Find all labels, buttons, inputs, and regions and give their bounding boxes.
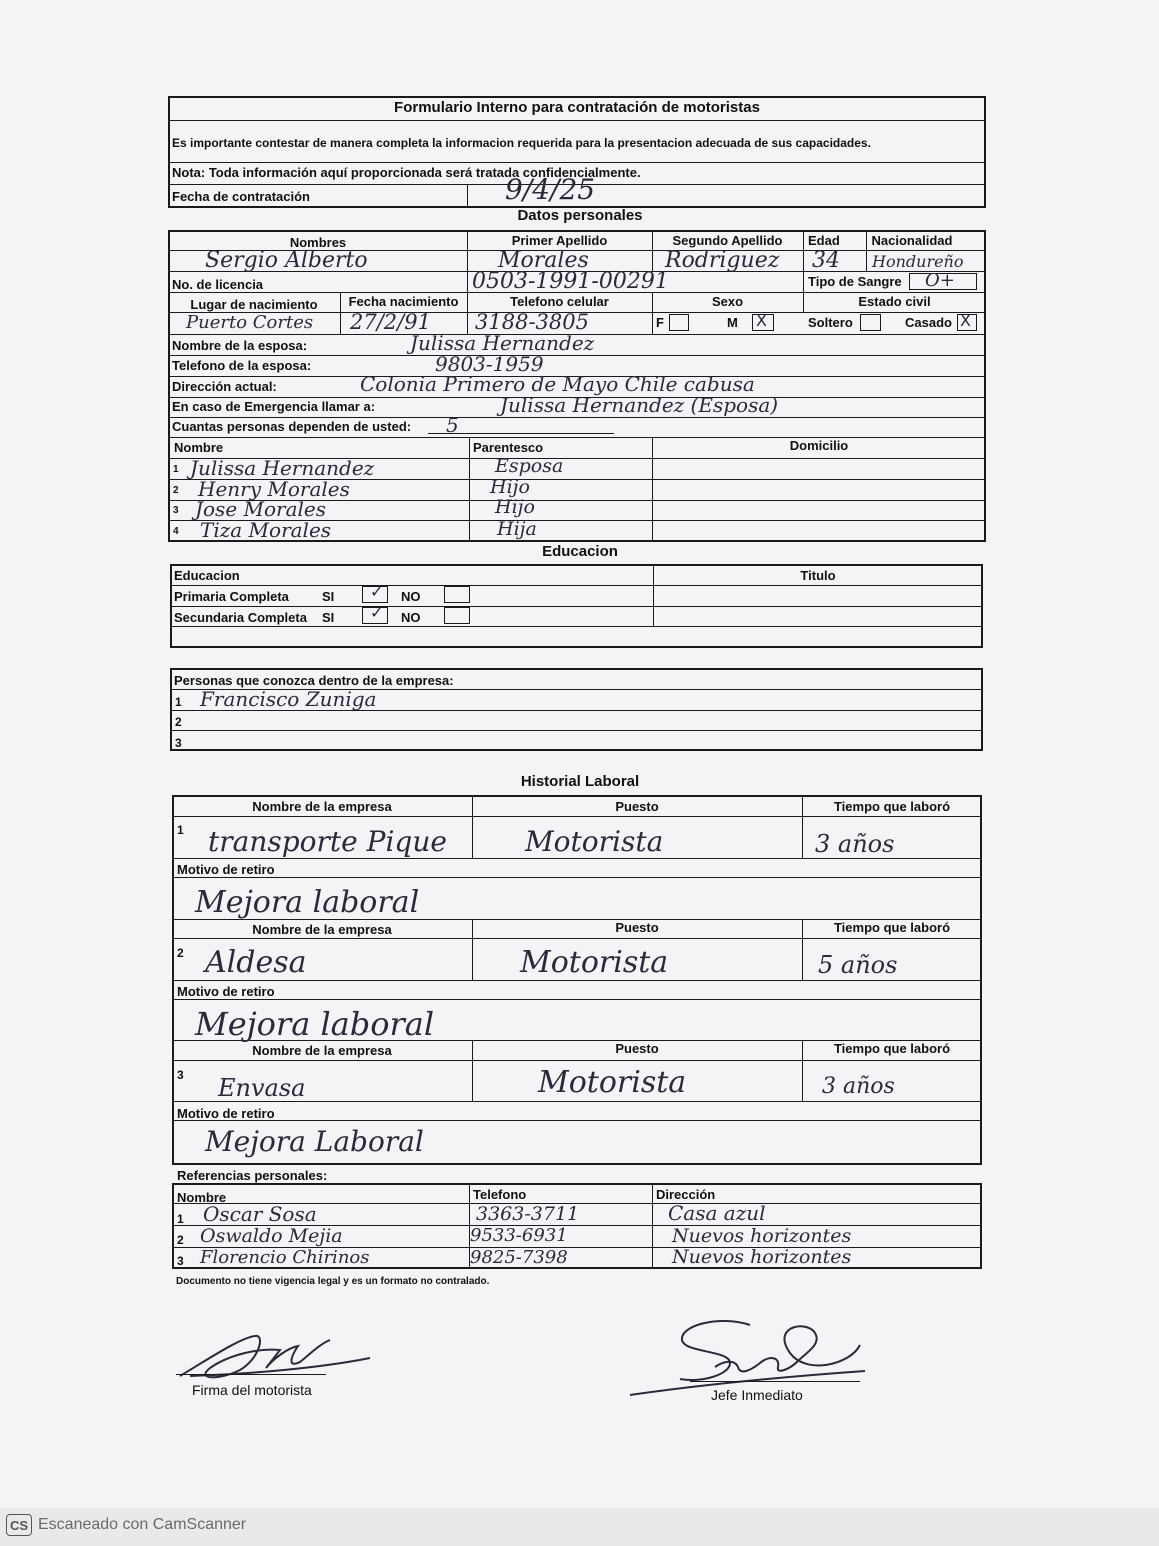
label-nombres: Nombres xyxy=(289,235,347,250)
job-puesto: Motorista xyxy=(538,1065,687,1100)
label-primaria-si: SI xyxy=(322,589,335,604)
sexo-m-mark: X xyxy=(756,311,767,330)
dependents-header-nombre: Nombre xyxy=(174,440,224,455)
value-primer-apellido: Morales xyxy=(498,248,589,273)
dependent-row-num: 4 xyxy=(173,526,179,537)
label-secundaria-no: NO xyxy=(401,610,421,625)
label-sexo-m: M xyxy=(727,315,738,330)
work-col-empresa: Nombre de la empresa xyxy=(252,799,392,814)
value-lugar-nacimiento: Puerto Cortes xyxy=(186,312,314,333)
value-tipo-sangre: O+ xyxy=(925,270,955,291)
work-col-puesto: Puesto xyxy=(615,1041,659,1056)
label-sexo-f: F xyxy=(656,315,664,330)
label-primer-apellido: Primer Apellido xyxy=(511,233,608,248)
disclaimer: Documento no tiene vigencia legal y es un formato no contralado. xyxy=(176,1276,490,1287)
job-motivo: Mejora Laboral xyxy=(205,1125,424,1158)
reference-row-num: 3 xyxy=(177,1254,184,1268)
references-col-nombre: Nombre xyxy=(177,1190,227,1205)
confidential-note: Nota: Toda información aquí proporcionada será tratada confidencialmente. xyxy=(172,165,641,180)
dependents-header-domicilio: Domicilio xyxy=(789,438,849,453)
work-col-empresa: Nombre de la empresa xyxy=(252,1043,392,1058)
label-segundo-apellido: Segundo Apellido xyxy=(672,233,783,248)
education-section-title: Educacion xyxy=(542,543,618,560)
job-tiempo: 3 años xyxy=(822,1074,895,1099)
driver-signature-label: Firma del motorista xyxy=(192,1382,312,1398)
value-emergencia: Julissa Hernandez (Esposa) xyxy=(500,393,779,417)
boss-signature-label: Jefe Inmediato xyxy=(711,1387,803,1403)
label-nacionalidad: Nacionalidad xyxy=(871,233,953,248)
checkbox-secundaria-no[interactable] xyxy=(444,607,470,624)
work-col-puesto: Puesto xyxy=(615,920,659,935)
job-puesto: Motorista xyxy=(525,825,664,858)
value-dependientes: 5 xyxy=(446,413,459,437)
dependent-relation: Hijo xyxy=(495,496,535,518)
references-col-direccion: Dirección xyxy=(656,1187,716,1202)
reference-telefono: 9825-7398 xyxy=(470,1247,568,1268)
acquaintance-row-num: 3 xyxy=(175,736,182,750)
reference-row-num: 2 xyxy=(177,1233,184,1247)
label-sexo: Sexo xyxy=(711,294,744,309)
value-nombres: Sergio Alberto xyxy=(205,248,368,273)
value-licencia: 0503-1991-00291 xyxy=(472,269,669,294)
job-motivo-label: Motivo de retiro xyxy=(177,1106,275,1121)
value-direccion: Colonia Primero de Mayo Chile cabusa xyxy=(360,372,755,396)
job-num: 1 xyxy=(177,823,184,837)
value-telefono-esposa: 9803-1959 xyxy=(435,352,544,376)
label-emergencia: En caso de Emergencia llamar a: xyxy=(172,399,376,414)
job-motivo: Mejora laboral xyxy=(195,885,420,920)
checkbox-soltero[interactable] xyxy=(860,314,881,331)
label-telefono-esposa: Telefono de la esposa: xyxy=(172,358,312,373)
job-motivo-label: Motivo de retiro xyxy=(177,862,275,877)
dependent-name: Henry Morales xyxy=(198,477,350,501)
reference-direccion: Nuevos horizontes xyxy=(672,1225,852,1247)
label-secundaria: Secundaria Completa xyxy=(174,610,307,625)
hire-date-value: 9/4/25 xyxy=(505,173,596,206)
acquaintance-row-num: 1 xyxy=(175,695,182,709)
label-dependientes: Cuantas personas dependen de usted: xyxy=(172,419,412,434)
acquaintance-row-num: 2 xyxy=(175,715,182,729)
dependent-row-num: 2 xyxy=(173,485,179,496)
form-intro: Es importante contestar de manera completa la informacion requerida para la presentacion adecuada de sus capacidades. xyxy=(172,136,871,150)
work-col-puesto: Puesto xyxy=(615,799,659,814)
dependent-name: Jose Morales xyxy=(195,497,327,521)
label-tipo-sangre: Tipo de Sangre xyxy=(808,274,902,289)
dependent-row-num: 1 xyxy=(173,464,179,475)
label-estado-civil: Estado civil xyxy=(858,294,931,309)
job-empresa: Envasa xyxy=(218,1074,306,1102)
job-motivo: Mejora laboral xyxy=(195,1005,435,1043)
reference-telefono: 3363-3711 xyxy=(476,1203,580,1225)
reference-nombre: Oscar Sosa xyxy=(203,1202,317,1226)
dependent-row-num: 3 xyxy=(173,505,179,516)
reference-direccion: Nuevos horizontes xyxy=(672,1246,852,1268)
job-empresa: Aldesa xyxy=(205,945,307,980)
acquaintance-name: Francisco Zuniga xyxy=(200,687,377,711)
form-title: Formulario Interno para contratación de motoristas xyxy=(394,99,760,116)
dependents-header-parentesco: Parentesco xyxy=(473,440,544,455)
label-secundaria-si: SI xyxy=(322,610,335,625)
label-lugar-nacimiento: Lugar de nacimiento xyxy=(190,297,318,312)
dependent-relation: Hijo xyxy=(490,476,530,498)
dependent-relation: Hija xyxy=(497,518,537,540)
value-segundo-apellido: Rodriguez xyxy=(665,248,780,273)
education-col-educacion: Educacion xyxy=(174,568,240,583)
value-edad: 34 xyxy=(812,248,840,273)
job-empresa: transporte Pique xyxy=(208,825,447,858)
label-telefono-celular: Telefono celular xyxy=(510,294,609,309)
checkbox-sexo-f[interactable] xyxy=(669,314,689,331)
label-nombre-esposa: Nombre de la esposa: xyxy=(172,338,308,353)
label-direccion: Dirección actual: xyxy=(172,379,277,394)
work-section-title: Historial Laboral xyxy=(520,773,640,790)
acquaintances-label: Personas que conozca dentro de la empresa: xyxy=(174,673,454,688)
label-soltero: Soltero xyxy=(808,315,853,330)
references-label: Referencias personales: xyxy=(177,1168,328,1183)
education-col-titulo: Titulo xyxy=(800,568,836,583)
work-col-tiempo: Tiempo que laboró xyxy=(833,1041,951,1056)
job-tiempo: 3 años xyxy=(815,830,895,858)
primaria-mark: ✓ xyxy=(370,582,384,601)
work-col-empresa: Nombre de la empresa xyxy=(252,922,392,937)
camscanner-logo-icon: CS xyxy=(6,1514,32,1536)
work-col-tiempo: Tiempo que laboró xyxy=(833,920,951,935)
work-col-tiempo: Tiempo que laboró xyxy=(833,799,951,814)
dependent-name: Tiza Morales xyxy=(200,518,332,542)
value-telefono-celular: 3188-3805 xyxy=(475,310,589,334)
personal-section-title: Datos personales xyxy=(517,207,643,224)
label-fecha-nacimiento: Fecha nacimiento xyxy=(348,294,459,309)
camscanner-watermark: Escaneado con CamScanner xyxy=(38,1516,247,1533)
job-num: 3 xyxy=(177,1068,184,1082)
value-nacionalidad: Hondureño xyxy=(872,252,964,271)
label-casado: Casado xyxy=(905,315,952,330)
value-nombre-esposa: Julissa Hernandez xyxy=(410,331,595,355)
driver-signature xyxy=(170,1318,385,1388)
hire-date-label: Fecha de contratación xyxy=(172,189,310,204)
secundaria-mark: ✓ xyxy=(370,603,384,622)
job-tiempo: 5 años xyxy=(818,951,898,979)
label-primaria-no: NO xyxy=(401,589,421,604)
reference-nombre: Oswaldo Mejia xyxy=(200,1225,343,1247)
job-num: 2 xyxy=(177,946,184,960)
label-edad: Edad xyxy=(808,233,840,248)
dependent-relation: Esposa xyxy=(495,455,564,477)
job-motivo-label: Motivo de retiro xyxy=(177,984,275,999)
dependent-name: Julissa Hernandez xyxy=(190,456,375,480)
references-col-telefono: Telefono xyxy=(473,1187,527,1202)
label-primaria: Primaria Completa xyxy=(174,589,289,604)
reference-telefono: 9533-6931 xyxy=(470,1225,568,1246)
reference-nombre: Florencio Chirinos xyxy=(200,1247,370,1268)
casado-mark: X xyxy=(960,311,971,330)
job-puesto: Motorista xyxy=(520,945,669,980)
value-fecha-nacimiento: 27/2/91 xyxy=(350,310,431,334)
label-licencia: No. de licencia xyxy=(172,277,264,292)
checkbox-primaria-no[interactable] xyxy=(444,586,470,603)
reference-direccion: Casa azul xyxy=(668,1201,766,1225)
reference-row-num: 1 xyxy=(177,1212,184,1226)
